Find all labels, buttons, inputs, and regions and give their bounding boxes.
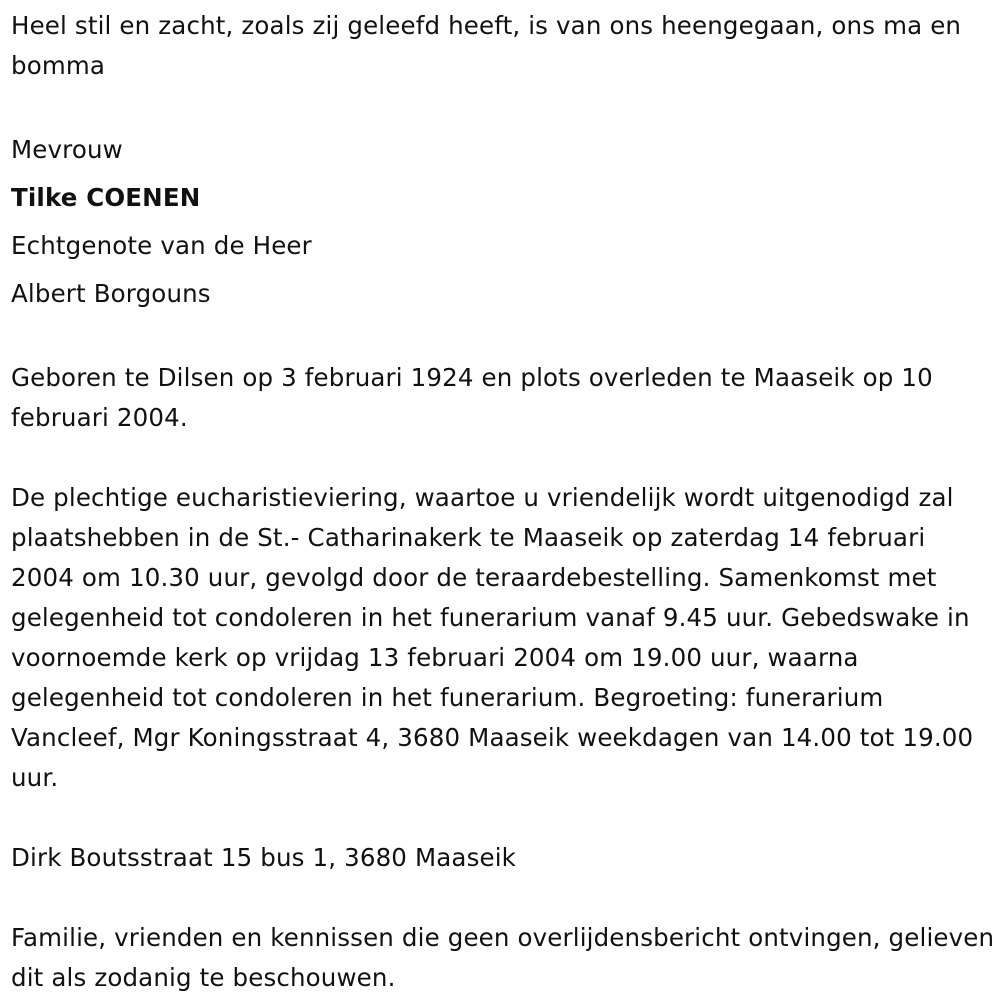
intro-text: Heel stil en zacht, zoals zij geleefd heeft, is van ons heengegaan, ons ma en bomma [11, 11, 962, 80]
ceremony-text: De plechtige eucharistieviering, waartoe u vriendelijk wordt uitgenodigd zal plaatshebben in de St.- Catharinakerk te Maaseik op zaterdag 14 februari 2004 om 10.30 uur, gevolgd door de teraardebestelling. Samenkomst met gelegenheid tot condoleren in het funerarium vanaf 9.45 uur. Gebedswake in voornoemde kerk op vrijdag 13 februari 2004 om 19.00 uur, waarna gelegenheid tot condoleren in het funerarium. Begroeting: funerarium Vancleef, Mgr Koningsstraat 4, 3680 Maaseik weekdagen van 14.00 tot 19.00 uur. [11, 483, 974, 792]
obituary-notice [11, 0, 996, 998]
address-text: Dirk Boutsstraat 15 bus 1, 3680 Maaseik [11, 843, 517, 872]
birth-death-text: Geboren te Dilsen op 3 februari 1924 en plots overleden te Maaseik op 10 februari 2004. [11, 363, 933, 432]
spouse-line-1: Echtgenote van de Heer [11, 231, 312, 260]
salutation: Mevrouw [11, 135, 123, 164]
deceased-name: Tilke COENEN [11, 183, 201, 212]
spouse-line-2: Albert Borgouns [11, 279, 211, 308]
family-note: Familie, vrienden en kennissen die geen overlijdensbericht ontvingen, gelieven dit als zodanig te beschouwen. [11, 923, 995, 992]
